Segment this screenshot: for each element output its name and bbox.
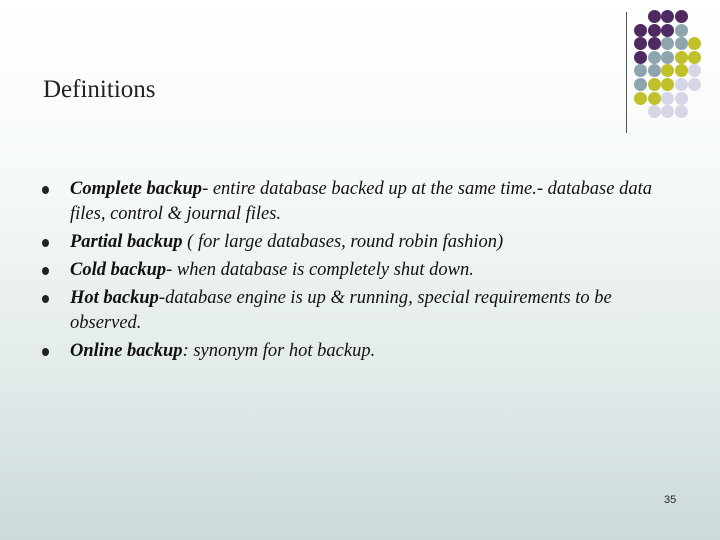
slide-title: Definitions bbox=[43, 76, 156, 103]
decor-dot bbox=[661, 105, 674, 118]
bullet-marker-icon bbox=[42, 186, 49, 194]
desc-hot-backup: -database engine is up & running, special requirements to be observed. bbox=[70, 288, 612, 333]
decor-dot bbox=[661, 24, 674, 37]
decor-dot bbox=[648, 37, 661, 50]
decor-dot bbox=[634, 92, 647, 105]
decor-dot bbox=[661, 51, 674, 64]
decor-dot bbox=[675, 92, 688, 105]
bullet-marker-icon bbox=[42, 267, 49, 275]
decor-dot bbox=[688, 37, 701, 50]
decor-dot bbox=[634, 24, 647, 37]
decor-vertical-line bbox=[626, 12, 627, 133]
bullet-list bbox=[40, 177, 680, 364]
decor-dot bbox=[648, 10, 661, 23]
bullet-item-cold-backup bbox=[40, 258, 680, 283]
bullet-item-hot-backup bbox=[40, 286, 680, 336]
slide-content bbox=[40, 177, 680, 364]
decor-dot bbox=[634, 64, 647, 77]
bullet-item-complete-backup bbox=[40, 177, 680, 227]
term-partial-backup: Partial backup bbox=[70, 232, 183, 252]
decor-dot bbox=[675, 37, 688, 50]
term-online-backup: Online backup bbox=[70, 341, 183, 361]
desc-cold-backup: - when database is completely shut down. bbox=[166, 260, 474, 280]
decor-dot bbox=[675, 78, 688, 91]
decor-dot bbox=[648, 92, 661, 105]
bullet-item-online-backup bbox=[40, 339, 680, 364]
decor-dot bbox=[661, 10, 674, 23]
decor-dot bbox=[675, 10, 688, 23]
bullet-marker-icon bbox=[42, 295, 49, 303]
decor-dot bbox=[675, 64, 688, 77]
decor-dot bbox=[675, 51, 688, 64]
decor-dot bbox=[688, 64, 701, 77]
decor-dot bbox=[648, 64, 661, 77]
decor-dot bbox=[675, 105, 688, 118]
page-number: 35 bbox=[664, 494, 677, 506]
decor-dot bbox=[661, 78, 674, 91]
decor-dot bbox=[688, 78, 701, 91]
decor-dot bbox=[661, 37, 674, 50]
desc-partial-backup: ( for large databases, round robin fashion) bbox=[182, 232, 504, 252]
decor-dot bbox=[661, 92, 674, 105]
decor-dot bbox=[675, 24, 688, 37]
term-complete-backup: Complete backup bbox=[70, 179, 203, 199]
decor-dot bbox=[648, 51, 661, 64]
term-cold-backup: Cold backup bbox=[70, 260, 167, 280]
decor-dot bbox=[688, 51, 701, 64]
decor-dot bbox=[634, 37, 647, 50]
bullet-marker-icon bbox=[42, 239, 49, 247]
decor-dot bbox=[648, 105, 661, 118]
decor-dot bbox=[634, 78, 647, 91]
decor-dot bbox=[661, 64, 674, 77]
bullet-item-partial-backup bbox=[40, 230, 680, 255]
decor-dot bbox=[648, 78, 661, 91]
decor-dot bbox=[634, 51, 647, 64]
decor-dot bbox=[648, 24, 661, 37]
desc-online-backup: : synonym for hot backup. bbox=[182, 341, 376, 361]
bullet-marker-icon bbox=[42, 348, 49, 356]
term-hot-backup: Hot backup bbox=[70, 288, 159, 308]
desc-complete-backup: - entire database backed up at the same time.- database data files, control & journal files. bbox=[70, 179, 652, 224]
